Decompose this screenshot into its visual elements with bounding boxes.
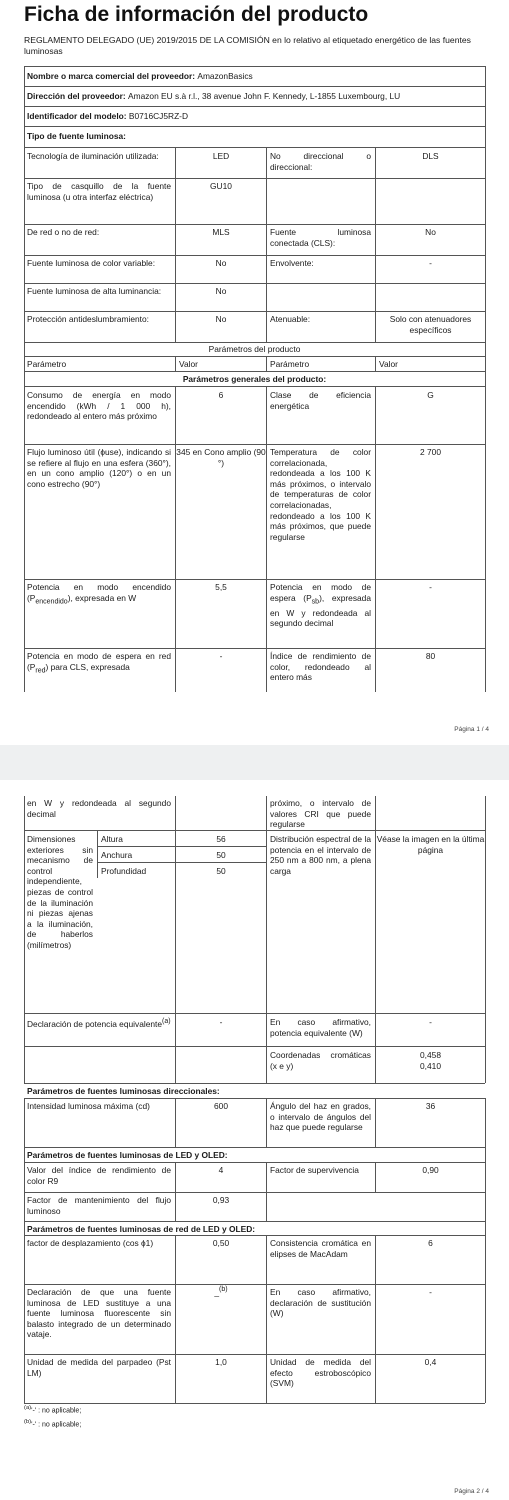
luminance-value: No: [215, 286, 227, 296]
page-number-2: Página 2 / 4: [454, 1488, 489, 1495]
efficiency-class-value: G: [427, 390, 434, 400]
height-value: 56: [216, 834, 226, 844]
svm-label: Unidad de medida del efecto estroboscópico (SVM): [270, 1357, 371, 1389]
direction-value: DLS: [422, 151, 439, 161]
cri-value: 80: [425, 651, 436, 661]
chroma-label: Coordenadas cromáticas (x e y): [270, 1050, 371, 1071]
cri-label-cont: próximo, o intervalo de valores CRI que puede regularse: [270, 798, 371, 830]
intensity-label: Intensidad luminosa máxima (cd): [27, 1101, 150, 1111]
glare-value: No: [215, 314, 227, 324]
macadam-label: Consistencia cromática en elipses de MacAdam: [270, 1238, 371, 1259]
dimensions-label: Dimensiones exteriores sin mecanismo de control independiente, piezas de control de la iluminación ni piezas ajenas a la iluminación, de haberlos (milímetros): [27, 834, 93, 950]
cct-value: 2 700: [420, 447, 441, 457]
document-page-1: [0, 0, 509, 745]
led-heading: Parámetros de fuentes luminosas de LED y OLED:: [27, 1150, 228, 1160]
spd-value: Véase la imagen en la última página: [376, 834, 485, 855]
equiv-power-label: En caso afirmativo, potencia equivalente (W): [270, 1017, 371, 1038]
flux-label: Flujo luminoso útil (ɸuse), indicando si se refiere al flujo en una esfera (360°), en un cono amplio (120°) o en un cono estrecho (90°): [27, 447, 171, 489]
standby-label: Potencia en modo de espera $(P_{sb})$, expresada en W y redondeada al segundo decimal: [270, 582, 371, 629]
document-title: Ficha de información del producto: [24, 3, 369, 26]
r9-value: 4: [218, 1165, 224, 1175]
luminance-label: Fuente luminosa de alta luminancia:: [27, 286, 162, 296]
mains-value: MLS: [212, 227, 230, 237]
depth-label: Profundidad: [101, 866, 147, 876]
dimmable-label: Atenuable:: [270, 314, 311, 324]
network-standby-label-cont: en W y redondeada al segundo decimal: [27, 798, 171, 819]
col-param-1: Parámetro: [27, 359, 67, 369]
width-value: 50: [216, 850, 226, 860]
page-separator: [0, 745, 509, 780]
power-on-value: 5,5: [215, 582, 227, 592]
energy-value: 6: [218, 390, 224, 400]
footnote-a: $^{(a)}$'-' : no aplicable;: [24, 1405, 82, 1415]
network-standby-value: -: [219, 651, 223, 661]
power-on-label: Potencia en modo encendido $(P_{encendido})$, expresada en W: [27, 582, 171, 606]
cri-label: Índice de rendimiento de color, redondeado al entero más: [270, 651, 371, 683]
envelope-label: Envolvente:: [270, 258, 314, 268]
energy-label: Consumo de energía en modo encendido (kWh / 1 000 h), redondeado al entero más próximo: [27, 390, 171, 422]
cct-label: Temperatura de color correlacionada, redondeada a los 100 K más próximos, o intervalo de temperaturas de color correlacionadas, redondeado a los 100 K más próximos, que puede regularse: [270, 447, 371, 542]
cap-label: Tipo de casquillo de la fuente luminosa (u otra interfaz eléctrica): [27, 181, 171, 202]
depth-value: 50: [216, 866, 226, 876]
col-param-2: Parámetro: [270, 359, 310, 369]
mains-label: De red o no de red:: [27, 227, 100, 237]
col-value-2: Valor: [379, 359, 398, 369]
supplier-row: Nombre o marca comercial del proveedor: AmazonBasics: [27, 71, 253, 81]
address-row: Dirección del proveedor: Amazon EU s.à r.l., 38 avenue John F. Kennedy, L-1855 Luxembourg, LU: [27, 91, 401, 101]
page-number-1: Página 1 / 4: [454, 726, 489, 733]
macadam-value: 6: [428, 1238, 433, 1248]
beam-angle-value: 36: [425, 1101, 436, 1111]
source-type-label: Tipo de fuente luminosa:: [27, 131, 126, 141]
standby-value: -: [429, 582, 432, 592]
cls-value: No: [425, 227, 436, 237]
directional-heading: Parámetros de fuentes luminosas direccionales:: [27, 1086, 220, 1096]
equiv-label: Declaración de potencia equivalente$^{(a)}$: [27, 1018, 171, 1029]
network-standby-label: Potencia en modo de espera en red $(P_{red})$ para CLS, expresada: [27, 651, 171, 675]
r9-label: Valor del índice de rendimiento de color R9: [27, 1165, 171, 1186]
cos-value: 0,50: [212, 1238, 230, 1248]
height-label: Altura: [101, 834, 123, 844]
dimmable-value: Solo con atenuadores específicos: [389, 314, 472, 335]
product-params-heading: Parámetros del producto: [208, 344, 301, 354]
equiv-value: -: [219, 1017, 223, 1027]
chroma-y: 0,410: [420, 1061, 441, 1071]
spd-label: Distribución espectral de la potencia en el intervalo de 250 nm a 800 nm, a plena carga: [270, 834, 371, 876]
tech-label: Tecnología de iluminación utilizada:: [27, 151, 159, 161]
flicker-value: 1,0: [215, 1357, 227, 1367]
replacement-value: _$^{(b)}$: [214, 1286, 228, 1297]
regulation-text: REGLAMENTO DELEGADO (UE) 2019/2015 DE LA COMISIÓN en lo relativo al etiquetado energético de las fuentes luminosas: [24, 35, 471, 56]
survival-value: 0,90: [422, 1165, 439, 1175]
glare-label: Protección antideslumbramiento:: [27, 314, 149, 324]
document-page-2: [0, 780, 509, 1500]
replacement-w-value: -: [429, 1287, 432, 1297]
maintenance-value: 0,93: [212, 1195, 230, 1205]
cap-value: GU10: [210, 181, 232, 191]
chroma-x: 0,458: [420, 1050, 441, 1060]
color-value: No: [215, 258, 227, 268]
width-label: Anchura: [101, 850, 133, 860]
cls-label: Fuente luminosa conectada (CLS):: [270, 227, 371, 248]
col-value-1: Valor: [179, 359, 198, 369]
model-row: Identificador del modelo: B0716CJ5RZ-D: [27, 111, 189, 121]
direction-label: No direccional o direccional:: [270, 151, 371, 172]
flicker-label: Unidad de medida del parpadeo (Pst LM): [27, 1357, 171, 1378]
led-mains-heading: Parámetros de fuentes luminosas de red de LED y OLED:: [27, 1224, 256, 1234]
replacement-label: Declaración de que una fuente luminosa de LED sustituye a una fuente luminosa fluorescente sin balasto integrado de un determinado vataje.: [27, 1287, 171, 1340]
equiv-power-value: -: [429, 1017, 432, 1027]
maintenance-label: Factor de mantenimiento del flujo luminoso: [27, 1195, 171, 1216]
survival-label: Factor de supervivencia: [270, 1165, 359, 1175]
intensity-value: 600: [214, 1101, 228, 1111]
svm-value: 0,4: [424, 1357, 437, 1367]
general-params-heading: Parámetros generales del producto:: [182, 374, 327, 384]
footnote-b: $^{(b)}$'-' : no aplicable;: [24, 1419, 82, 1429]
color-label: Fuente luminosa de color variable:: [27, 258, 156, 268]
beam-angle-label: Ángulo del haz en grados, o intervalo de ángulos del haz que puede regularse: [270, 1101, 371, 1133]
envelope-value: -: [429, 258, 432, 268]
tech-value: LED: [212, 151, 230, 161]
cos-label: factor de desplazamiento (cos ɸ1): [27, 1238, 154, 1248]
efficiency-class-label: Clase de eficiencia energética: [270, 390, 371, 411]
flux-value: 345 en Cono amplio (90 °): [176, 447, 266, 468]
replacement-w-label: En caso afirmativo, declaración de sustitución (W): [270, 1287, 371, 1319]
